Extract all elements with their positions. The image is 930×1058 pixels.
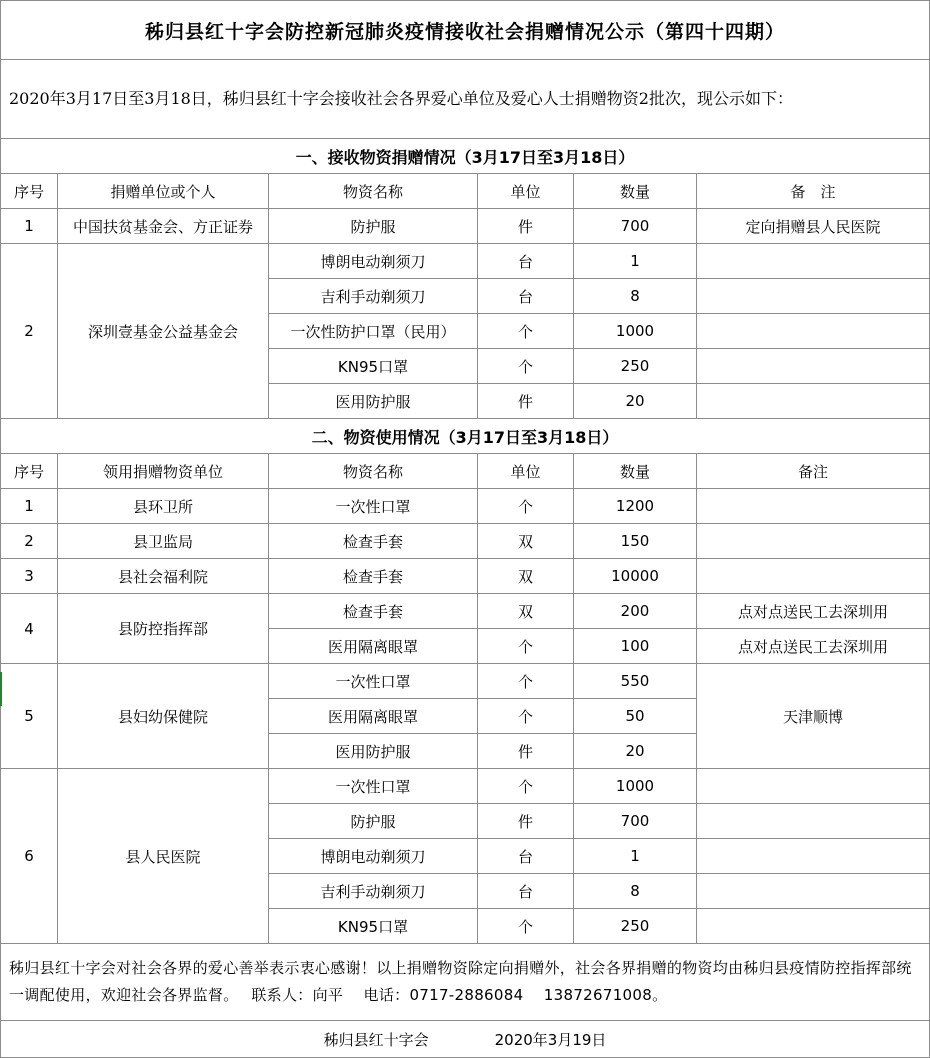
row-number: 4 [1, 594, 58, 664]
received-section-heading: 一、接收物资捐赠情况（3月17日至3月18日） [1, 139, 930, 174]
item-note: 点对点送民工去深圳用 [697, 629, 930, 664]
item-unit: 台 [478, 244, 574, 279]
item-note [697, 349, 930, 384]
item-name: 医用防护服 [269, 734, 478, 769]
issuing-organization: 秭归县红十字会 [323, 1030, 429, 1049]
column-header-no: 序号 [1, 174, 58, 209]
item-name: 检查手套 [269, 594, 478, 629]
intro-paragraph: 2020年3月17日至3月18日，秭归县红十字会接收社会各界爱心单位及爱心人士捐赠物资2批次，现公示如下： [1, 60, 930, 139]
column-header-qty: 数量 [574, 174, 697, 209]
item-quantity: 700 [574, 209, 697, 244]
column-header-unit: 单位 [478, 174, 574, 209]
item-unit: 双 [478, 524, 574, 559]
item-quantity: 10000 [574, 559, 697, 594]
item-quantity: 1000 [574, 769, 697, 804]
item-quantity: 700 [574, 804, 697, 839]
item-unit: 个 [478, 769, 574, 804]
item-note [697, 769, 930, 804]
item-quantity: 200 [574, 594, 697, 629]
page-title: 秭归县红十字会防控新冠肺炎疫情接收社会捐赠情况公示（第四十四期） [1, 1, 930, 60]
table-row [1, 489, 930, 524]
item-unit: 个 [478, 664, 574, 699]
donor-name: 深圳壹基金公益基金会 [58, 244, 269, 419]
recipient-name: 县卫监局 [58, 524, 269, 559]
signature-line [1, 1021, 930, 1058]
item-note [697, 384, 930, 419]
item-quantity: 50 [574, 699, 697, 734]
item-unit: 个 [478, 699, 574, 734]
item-unit: 件 [478, 209, 574, 244]
item-quantity: 550 [574, 664, 697, 699]
item-note [697, 874, 930, 909]
table-row [1, 594, 930, 629]
item-note [697, 524, 930, 559]
item-quantity: 8 [574, 279, 697, 314]
item-unit: 台 [478, 874, 574, 909]
item-note [697, 279, 930, 314]
row-number: 2 [1, 524, 58, 559]
item-quantity: 1200 [574, 489, 697, 524]
column-header-recipient: 领用捐赠物资单位 [58, 454, 269, 489]
column-header-item: 物资名称 [269, 174, 478, 209]
item-quantity: 250 [574, 349, 697, 384]
item-quantity: 1 [574, 839, 697, 874]
item-quantity: 8 [574, 874, 697, 909]
item-quantity: 100 [574, 629, 697, 664]
column-header-item: 物资名称 [269, 454, 478, 489]
item-name: 医用隔离眼罩 [269, 699, 478, 734]
item-unit: 双 [478, 559, 574, 594]
item-unit: 件 [478, 384, 574, 419]
table-row [1, 524, 930, 559]
item-note [697, 489, 930, 524]
column-header-donor: 捐赠单位或个人 [58, 174, 269, 209]
item-name: KN95口罩 [269, 909, 478, 944]
row-number: 3 [1, 559, 58, 594]
item-note [697, 839, 930, 874]
item-unit: 双 [478, 594, 574, 629]
item-note [697, 559, 930, 594]
received-header-row [1, 174, 930, 209]
column-header-note: 备注 [697, 454, 930, 489]
item-unit: 台 [478, 279, 574, 314]
row-number: 2 [1, 244, 58, 419]
item-quantity: 20 [574, 384, 697, 419]
column-header-note: 备 注 [697, 174, 930, 209]
item-unit: 个 [478, 314, 574, 349]
item-name: 吉利手动剃须刀 [269, 874, 478, 909]
item-note: 天津顺博 [697, 664, 930, 769]
item-note [697, 244, 930, 279]
item-name: 一次性口罩 [269, 489, 478, 524]
item-unit: 件 [478, 804, 574, 839]
item-name: 防护服 [269, 804, 478, 839]
column-header-qty: 数量 [574, 454, 697, 489]
table-row [1, 769, 930, 804]
footer-thanks-text: 秭归县红十字会对社会各界的爱心善举表示衷心感谢！以上捐赠物资除定向捐赠外，社会各界捐赠的物资均由秭归县疫情防控指挥部统一调配使用，欢迎社会各界监督。 联系人：向平 电话：0717-2886084 13872671008。 [1, 944, 930, 1021]
item-unit: 个 [478, 629, 574, 664]
item-name: 一次性防护口罩（民用） [269, 314, 478, 349]
item-name: 一次性口罩 [269, 769, 478, 804]
item-note: 定向捐赠县人民医院 [697, 209, 930, 244]
item-name: 吉利手动剃须刀 [269, 279, 478, 314]
issue-date: 2020年3月19日 [494, 1030, 607, 1049]
item-quantity: 1 [574, 244, 697, 279]
item-quantity: 1000 [574, 314, 697, 349]
item-unit: 个 [478, 909, 574, 944]
row-number: 1 [1, 209, 58, 244]
table-row [1, 209, 930, 244]
item-name: 医用隔离眼罩 [269, 629, 478, 664]
column-header-no: 序号 [1, 454, 58, 489]
donor-name: 中国扶贫基金会、方正证券 [58, 209, 269, 244]
item-name: 检查手套 [269, 524, 478, 559]
row-number: 1 [1, 489, 58, 524]
recipient-name: 县妇幼保健院 [58, 664, 269, 769]
row-selection-marker [0, 672, 2, 706]
table-row [1, 664, 930, 699]
item-note [697, 804, 930, 839]
column-header-unit: 单位 [478, 454, 574, 489]
item-name: KN95口罩 [269, 349, 478, 384]
item-name: 博朗电动剃须刀 [269, 839, 478, 874]
item-note [697, 909, 930, 944]
table-row [1, 244, 930, 279]
recipient-name: 县社会福利院 [58, 559, 269, 594]
item-unit: 个 [478, 349, 574, 384]
item-unit: 个 [478, 489, 574, 524]
row-number: 5 [1, 664, 58, 769]
item-name: 医用防护服 [269, 384, 478, 419]
item-unit: 件 [478, 734, 574, 769]
item-quantity: 20 [574, 734, 697, 769]
item-name: 博朗电动剃须刀 [269, 244, 478, 279]
item-quantity: 150 [574, 524, 697, 559]
table-row [1, 559, 930, 594]
usage-section-heading: 二、物资使用情况（3月17日至3月18日） [1, 419, 930, 454]
item-quantity: 250 [574, 909, 697, 944]
recipient-name: 县人民医院 [58, 769, 269, 944]
row-number: 6 [1, 769, 58, 944]
item-name: 一次性口罩 [269, 664, 478, 699]
recipient-name: 县防控指挥部 [58, 594, 269, 664]
item-name: 检查手套 [269, 559, 478, 594]
item-name: 防护服 [269, 209, 478, 244]
recipient-name: 县环卫所 [58, 489, 269, 524]
usage-header-row [1, 454, 930, 489]
item-unit: 台 [478, 839, 574, 874]
item-note: 点对点送民工去深圳用 [697, 594, 930, 629]
item-note [697, 314, 930, 349]
